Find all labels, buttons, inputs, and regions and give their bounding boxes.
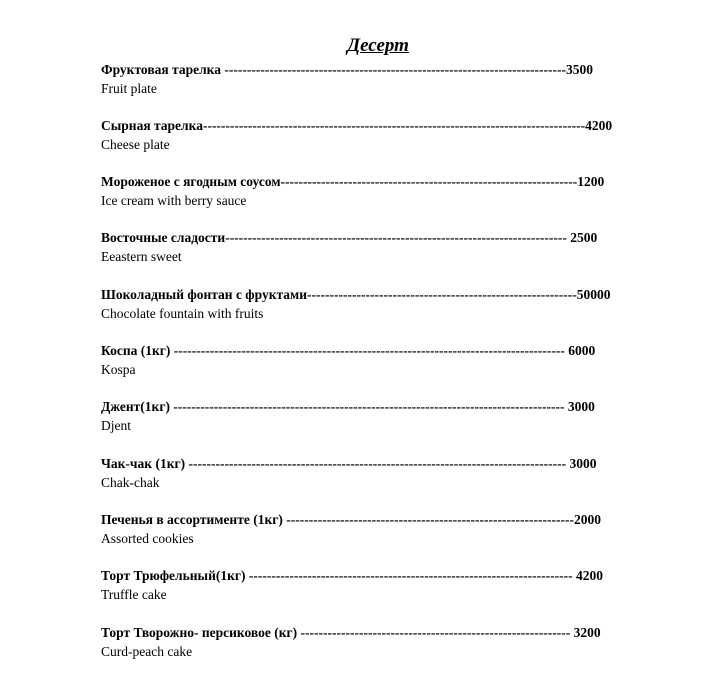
menu-title: Десерт (347, 35, 409, 56)
menu-item-name-ru: Печенья в ассортименте (1кг) ----------------------------------------------------------------2000 (101, 512, 601, 527)
menu-item-name-ru: Шоколадный фонтан с фруктами------------------------------------------------------------50000 (101, 287, 611, 302)
menu-item-assorted-cookies (101, 511, 701, 547)
menu-item-name-en: Curd-peach cake (101, 644, 193, 659)
menu-item-fruit-plate (101, 61, 701, 97)
menu-item-djent (101, 398, 701, 434)
menu-item-kospa (101, 342, 701, 378)
menu-item-chak-chak (101, 455, 701, 491)
menu-item-name-ru: Восточные сладости---------------------------------------------------------------------------- 2500 (101, 230, 598, 245)
menu-item-cheese-plate (101, 117, 701, 153)
menu-item-name-ru: Коспа (1кг) --------------------------------------------------------------------------------------- 6000 (101, 343, 596, 358)
menu-item-name-ru: Сырная тарелка-------------------------------------------------------------------------------------4200 (101, 118, 613, 133)
menu-item-name-en: Djent (101, 418, 131, 433)
menu-item-name-en: Fruit plate (101, 81, 157, 96)
menu-item-name-en: Chak-chak (101, 475, 160, 490)
menu-item-name-ru: Фруктовая тарелка ----------------------------------------------------------------------------3500 (101, 62, 594, 77)
menu-item-truffle-cake (101, 567, 701, 603)
menu-item-name-en: Assorted cookies (101, 531, 194, 546)
menu-item-name-ru: Торт Трюфельный(1кг) ------------------------------------------------------------------------ 4200 (101, 568, 603, 583)
menu-item-name-en: Kospa (101, 362, 136, 377)
menu-item-chocolate-fountain (101, 286, 701, 322)
menu-item-eastern-sweets (101, 229, 701, 265)
menu-item-name-ru: Чак-чак (1кг) ------------------------------------------------------------------------------------ 3000 (101, 456, 597, 471)
menu-item-name-en: Cheese plate (101, 137, 170, 152)
menu-item-name-ru: Торт Творожно- персиковое (кг) ------------------------------------------------------------ 3200 (101, 625, 601, 640)
menu-item-name-ru: Джент(1кг) --------------------------------------------------------------------------------------- 3000 (101, 399, 595, 414)
menu-item-name-ru: Мороженое с ягодным соусом------------------------------------------------------------------1200 (101, 174, 605, 189)
menu-item-name-en: Truffle cake (101, 587, 167, 602)
menu-item-curd-peach-cake (101, 624, 701, 660)
menu-item-name-en: Ice cream with berry sauce (101, 193, 247, 208)
menu-item-name-en: Chocolate fountain with fruits (101, 306, 264, 321)
menu-item-ice-cream (101, 173, 701, 209)
menu-item-name-en: Eeastern sweet (101, 249, 182, 264)
